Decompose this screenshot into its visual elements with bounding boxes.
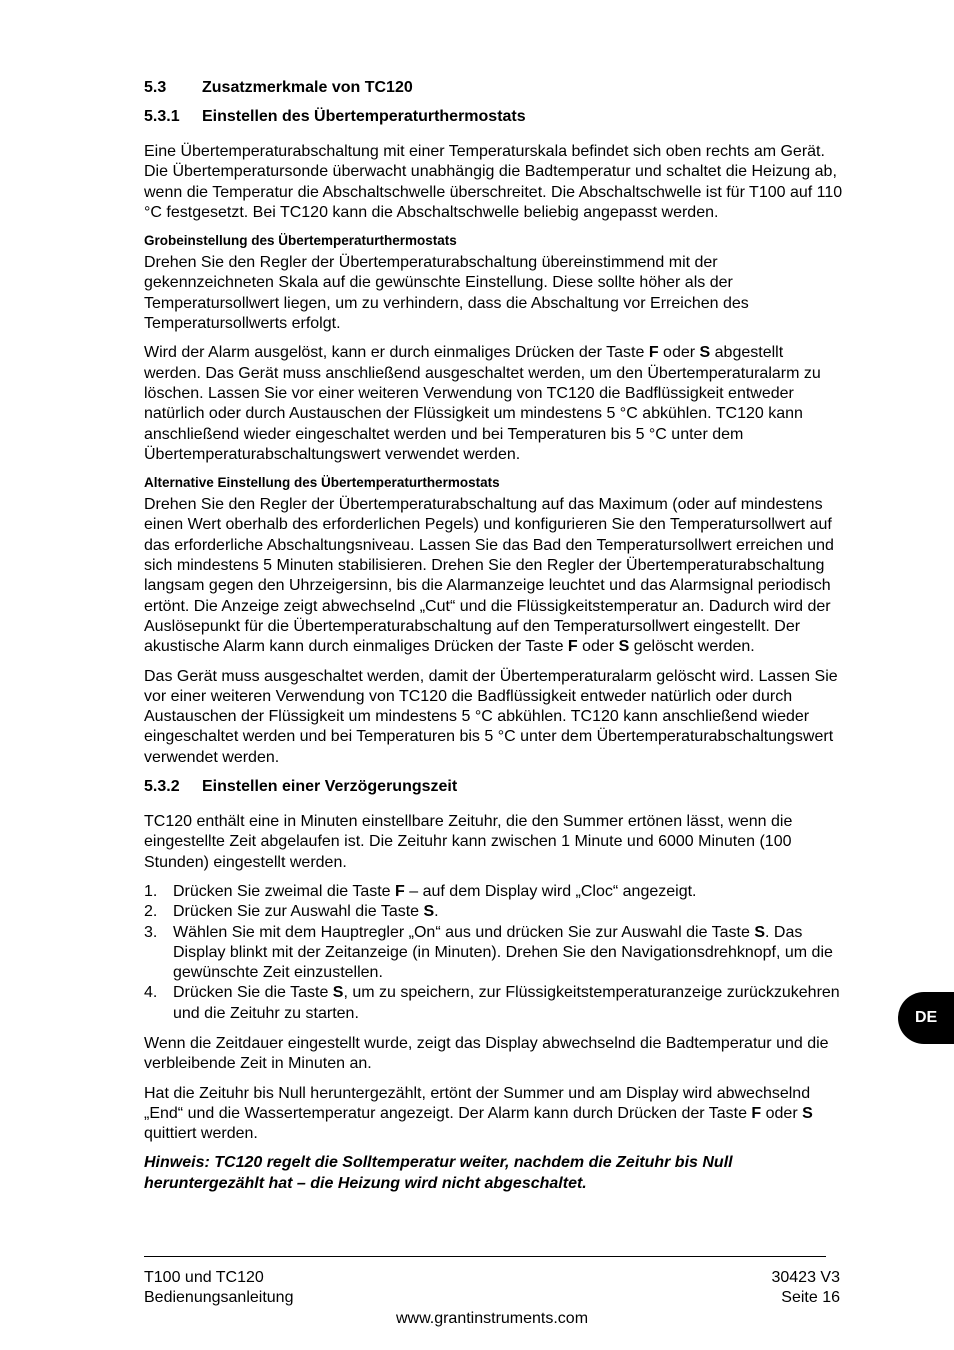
page-content: [144, 78, 844, 1194]
subheading-alt: Alternative Einstellung des Übertemperaturthermostats: [144, 475, 500, 491]
footer-product: T100 und TC120: [144, 1269, 264, 1286]
key-s: S: [618, 638, 630, 656]
key-label: S: [332, 984, 344, 1002]
subsection-heading-532: [144, 777, 844, 797]
subsection-number: 5.3.2: [144, 778, 180, 796]
list-item: [144, 983, 844, 1024]
text-run: – auf dem Display wird „Cloc“ angezeigt.: [404, 882, 697, 900]
text-run: Hat die Zeituhr bis Null heruntergezählt, ertönt der Summer und am Display wird abwechselnd „End“ und die Wassertemperatur angezeigt. Der Alarm kann durch Drücken der Taste: [144, 1084, 811, 1122]
text-run: abgestellt werden. Das Gerät muss anschließend ausgeschaltet werden, um den Übertemperaturalarm zu löschen. Lassen Sie vor einer weiteren Verwendung von TC120 die Badflüssigkeit entweder natürlich oder durch Austauschen der Flüssigkeit um mindestens 5 °C abkühlen. TC120 kann anschließend wieder eingeschaltet werden und bei Temperaturen bis 5 °C unter dem Übertemperaturabschaltungswert verwendet werden.: [144, 344, 821, 463]
paragraph-grob-2: [144, 343, 844, 465]
list-item: [144, 923, 844, 984]
subsection-heading-531: [144, 107, 844, 127]
paragraph-alt-2: Das Gerät muss ausgeschaltet werden, damit der Übertemperaturalarm gelöscht wird. Lassen Sie vor einer weiteren Verwendung von TC120 die Badflüssigkeit entweder natürlich oder durch Austauschen der Flüssigkeit um mindestens 5 °C abkühlen. TC120 kann anschließend wieder eingeschaltet werden und bei Temperaturen bis 5 °C unter dem Übertemperaturabschaltungswert verwendet werden.: [144, 667, 838, 766]
footer-divider: [144, 1256, 826, 1257]
footer-doc-type: Bedienungsanleitung: [144, 1289, 294, 1307]
key-f: F: [648, 344, 659, 362]
key-label: F: [395, 882, 405, 900]
text-run: Drücken Sie zur Auswahl die Taste: [173, 903, 424, 921]
text-run: oder: [761, 1104, 803, 1122]
footer-doc-number: 30423 V3: [771, 1269, 840, 1286]
section-title: Zusatzmerkmale von TC120: [202, 79, 413, 96]
text-run: gelöscht werden.: [629, 638, 755, 656]
list-number: 4.: [144, 984, 158, 1002]
footer-website: www.grantinstruments.com: [395, 1310, 589, 1327]
paragraph-intro-531: Eine Übertemperaturabschaltung mit einer Temperaturskala befindet sich oben rechts am Gerät. Die Übertemperatursonde überwacht unabhängig die Badtemperatur und schaltet die Heizung ab, wenn die Temperatur die Abschaltschwelle überschreitet. Die Abschaltschwelle ist für T100 auf 110 °C festgesetzt. Bei TC120 kann die Abschaltschwelle beliebig angepasst werden.: [144, 143, 843, 221]
steps-list: [144, 882, 844, 1024]
subheading-grob: Grobeinstellung des Übertemperaturthermostats: [144, 233, 457, 249]
text-run: .: [434, 903, 439, 921]
paragraph-after-steps: Wenn die Zeitdauer eingestellt wurde, zeigt das Display abwechselnd die Badtemperatur und die verbleibende Zeit in Minuten an.: [144, 1034, 829, 1073]
key-label: S: [754, 923, 765, 941]
section-number: 5.3: [144, 79, 167, 96]
paragraph-end: [144, 1084, 844, 1145]
key-label: S: [423, 903, 435, 921]
subsection-title: Einstellen einer Verzögerungszeit: [202, 778, 458, 796]
text-run: Wählen Sie mit dem Hauptregler „On“ aus und drücken Sie zur Auswahl die Taste: [173, 923, 755, 941]
footer-right: [771, 1268, 840, 1309]
text-run: oder: [577, 638, 619, 656]
section-heading: [144, 78, 844, 98]
list-item: [144, 882, 844, 902]
paragraph-intro-532: TC120 enthält eine in Minuten einstellbare Zeituhr, die den Summer ertönen lässt, wenn die eingestellte Zeit abgelaufen ist. Die Zeituhr kann zwischen 1 Minute und 6000 Minuten (100 Stunden) eingestellt werden.: [144, 813, 793, 871]
subsection-title: Einstellen des Übertemperaturthermostats: [202, 108, 526, 125]
footer-left: [144, 1268, 293, 1309]
list-number: 3.: [144, 923, 158, 941]
text-run: , um zu speichern, zur Flüssigkeitstemperaturanzeige zurückzukehren und die Zeituhr zu starten.: [173, 984, 840, 1022]
key-s: S: [699, 344, 711, 362]
footer-page-number: Seite 16: [781, 1289, 840, 1307]
list-number: 2.: [144, 903, 158, 921]
text-run: . Das Display blinkt mit der Zeitanzeige (in Minuten). Drehen Sie den Navigationsdrehknopf, um die gewünschte Zeit einzustellen.: [173, 923, 833, 982]
key-f: F: [751, 1104, 762, 1122]
key-s: S: [802, 1104, 813, 1122]
text-run: Drücken Sie die Taste: [173, 984, 333, 1002]
list-item: [144, 902, 844, 922]
subsection-number: 5.3.1: [144, 108, 180, 125]
note-hinweis: Hinweis: TC120 regelt die Solltemperatur weiter, nachdem die Zeituhr bis Null heruntergezählt hat – die Heizung wird nicht abgeschaltet.: [144, 1154, 733, 1192]
paragraph-alt-1: [144, 495, 844, 657]
text-run: Wird der Alarm ausgelöst, kann er durch einmaliges Drücken der Taste: [144, 344, 649, 362]
language-tab: DE: [898, 992, 954, 1044]
list-number: 1.: [144, 882, 158, 900]
text-run: oder: [658, 344, 700, 362]
key-f: F: [567, 638, 578, 656]
text-run: quittiert werden.: [144, 1125, 258, 1143]
paragraph-grob-1: Drehen Sie den Regler der Übertemperaturabschaltung übereinstimmend mit der gekennzeichneten Skala auf die gewünschte Einstellung. Diese sollte höher als der Temperatursollwert liegen, um zu verhindern, dass die Abschaltung vor Erreichen des Temperatursollwerts erfolgt.: [144, 254, 749, 333]
text-run: Drücken Sie zweimal die Taste: [173, 882, 396, 900]
text-run: Drehen Sie den Regler der Übertemperaturabschaltung auf das Maximum (oder auf mindestens einen Wert oberhalb des erforderlichen Pegels) und konfigurieren Sie den Temperatursollwert auf das erforderliche Abschaltungsniveau. Lassen Sie das Bad den Temperatursollwert erreichen und sich mindestens 5 Minuten stabilisieren. Drehen Sie den Regler der Übertemperaturabschaltung langsam gegen den Uhrzeigersinn, bis die Alarmanzeige leuchtet und das Alarmsignal periodisch ertönt. Die Anzeige zeigt abwechselnd „Cut“ und die Flüssigkeitstemperatur an. Dadurch wird der Auslösepunkt für die Übertemperaturabschaltung auf den Temperatursollwert eingestellt. Der akustische Alarm kann durch einmaliges Drücken der Taste: [144, 496, 834, 656]
